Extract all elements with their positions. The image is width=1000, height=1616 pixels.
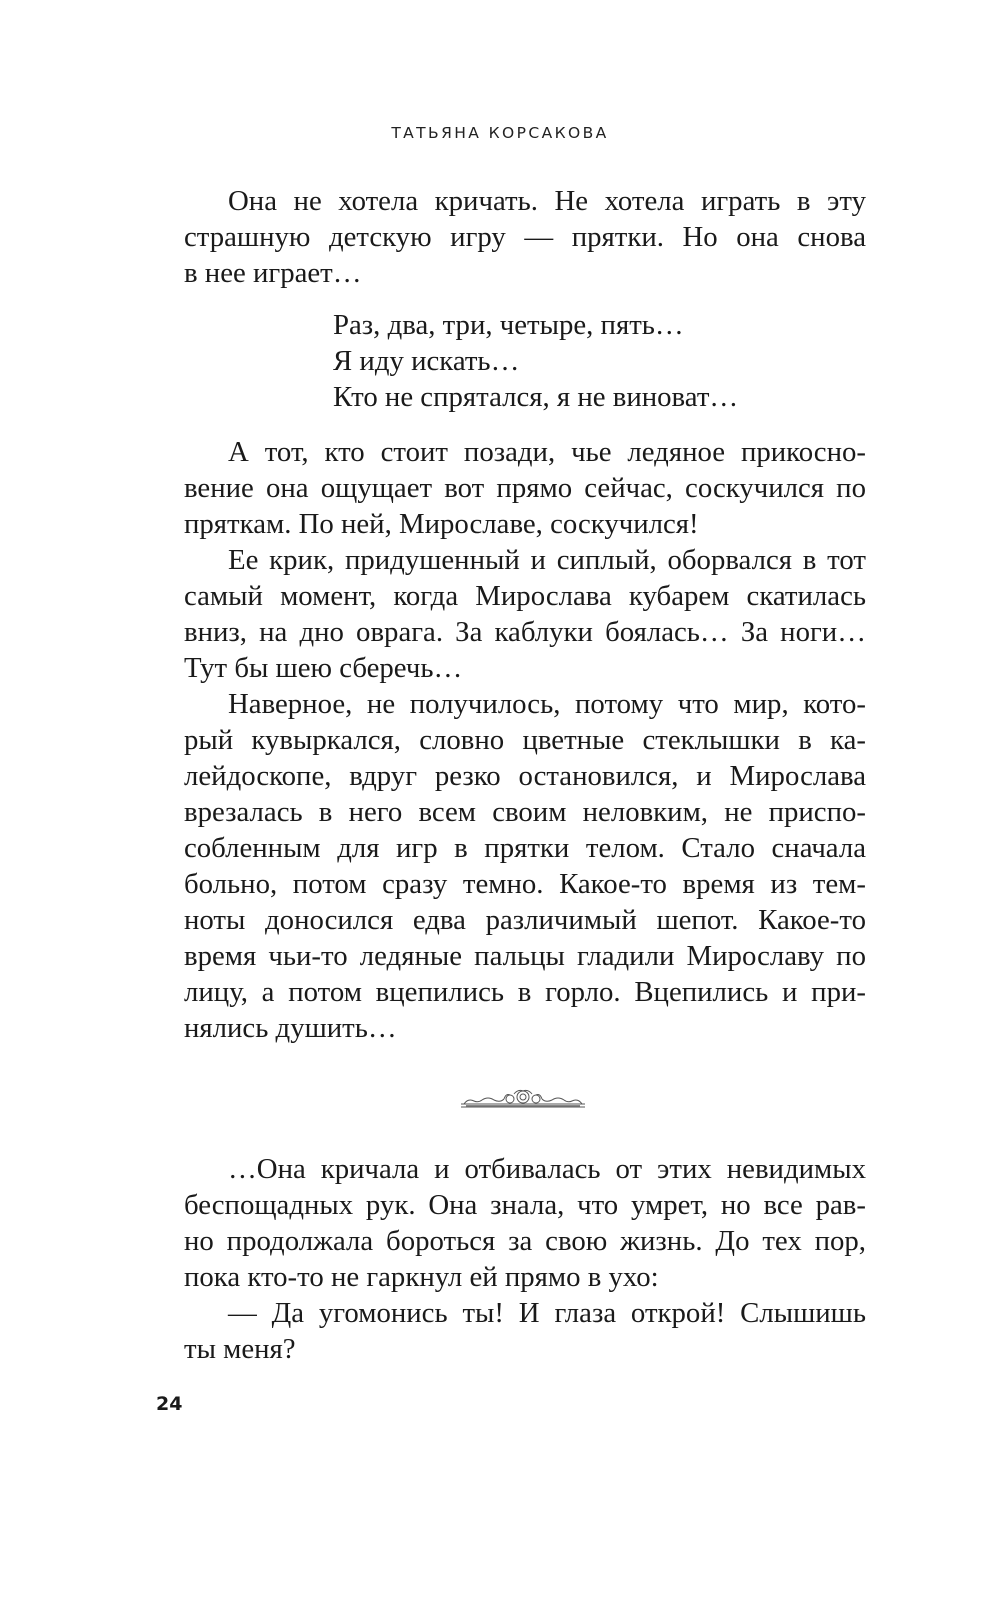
text-line: беспощадных рук. Она знала, что умрет, но все рав- — [184, 1189, 866, 1221]
text-line: рый кувыркался, словно цветные стеклышки в ка- — [184, 724, 866, 756]
paragraph-block-opening — [184, 183, 866, 291]
running-head: ТАТЬЯНА КОРСАКОВА — [391, 124, 609, 142]
text-line: вниз, на дно оврага. За каблуки боялась… За ноги… — [184, 616, 866, 648]
paragraph-block-closing — [184, 1151, 866, 1367]
text-line: врезалась в него всем своим неловким, не приспо- — [184, 796, 866, 828]
text-line: вение она ощущает вот прямо сейчас, соскучился по — [184, 472, 866, 504]
text-line: ты меня? — [184, 1333, 296, 1365]
text-line: Наверное, не получилось, потому что мир, кото- — [228, 688, 866, 720]
poem-verse — [333, 307, 833, 415]
text-line: ноты доносился едва различимый шепот. Какое-то — [184, 904, 866, 936]
paragraph-block-main — [184, 434, 866, 1046]
text-line: нялись душить… — [184, 1012, 397, 1044]
text-line: …Она кричала и отбивалась от этих невидимых — [228, 1153, 866, 1185]
text-line: но продолжала бороться за свою жизнь. До тех пор, — [184, 1225, 866, 1257]
text-line: самый момент, когда Мирослава кубарем скатилась — [184, 580, 866, 612]
text-line: время чьи-то ледяные пальцы гладили Мирославу по — [184, 940, 866, 972]
text-line: в нее играет… — [184, 257, 362, 289]
text-line: Она не хотела кричать. Не хотела играть в эту — [228, 185, 866, 217]
text-line: Тут бы шею сберечь… — [184, 652, 463, 684]
text-line: — Да угомонись ты! И глаза открой! Слышишь — [228, 1297, 866, 1329]
text-line: собленным для игр в прятки телом. Стало сначала — [184, 832, 866, 864]
text-line: лейдоскопе, вдруг резко остановился, и Мирослава — [184, 760, 866, 792]
text-line: Ее крик, придушенный и сиплый, оборвался в тот — [228, 544, 866, 576]
text-line: пряткам. По ней, Мирославе, соскучился! — [184, 508, 699, 540]
poem-line: Раз, два, три, четыре, пять… — [333, 309, 684, 341]
text-line: больно, потом сразу темно. Какое-то время из тем- — [184, 868, 866, 900]
poem-line: Кто не спрятался, я не виноват… — [333, 381, 739, 413]
scroll-ornament-icon — [460, 1087, 586, 1113]
text-line: А тот, кто стоит позади, чье ледяное прикосно- — [228, 436, 866, 468]
text-line: пока кто-то не гаркнул ей прямо в ухо: — [184, 1261, 659, 1293]
page-number: 24 — [156, 1393, 183, 1415]
poem-line: Я иду искать… — [333, 345, 520, 377]
text-line: страшную детскую игру — прятки. Но она снова — [184, 221, 866, 253]
text-line: лицу, а потом вцепились в горло. Вцепились и при- — [184, 976, 866, 1008]
